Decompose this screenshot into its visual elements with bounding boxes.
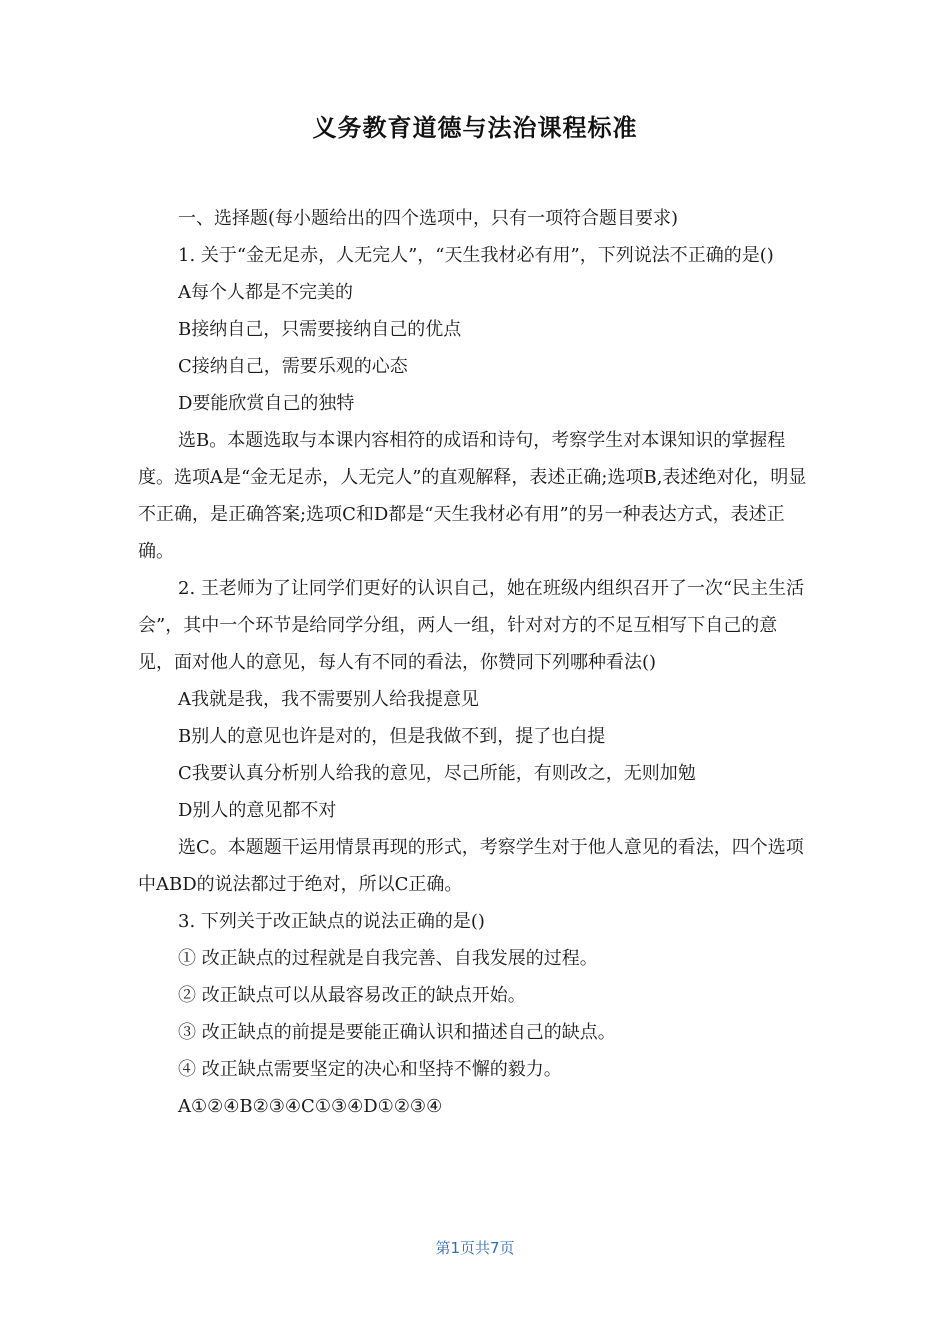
question-2-stem: 2. 王老师为了让同学们更好的认识自己，她在班级内组织召开了一次“民主生活会”，其中一个环节是给同学分组，两人一组，针对对方的不足互相写下自己的意见，面对他人的意见，每人有不同的看法，你赞同下列哪种看法(): [138, 578, 805, 673]
question-1-answer: 选B。本题选取与本课内容相符的成语和诗句，考察学生对本课知识的掌握程度。选项A是“金无足赤，人无完人”的直观解释，表述正确;选项B,表述绝对化，明显不正确，是正确答案;选项C和D都是“天生我材必有用”的另一种表达方式，表述正确。: [138, 430, 807, 562]
page-number-footer: 第1页共7页: [435, 1239, 515, 1257]
question-3-stem: 3. 下列关于改正缺点的说法正确的是(): [178, 911, 485, 932]
section-heading: 一、选择题(每小题给出的四个选项中，只有一项符合题目要求): [178, 208, 679, 229]
question-1-stem: 1. 关于“金无足赤，人无完人”，“天生我材必有用”，下列说法不正确的是(): [178, 245, 774, 266]
question-3-item-4: ④ 改正缺点需要坚定的决心和坚持不懈的毅力。: [178, 1059, 562, 1080]
question-2-option-c: C我要认真分析别人给我的意见，尽己所能，有则改之，无则加勉: [178, 763, 696, 784]
question-2-option-b: B别人的意见也许是对的，但是我做不到，提了也白提: [178, 726, 606, 747]
question-3-item-1: ① 改正缺点的过程就是自我完善、自我发展的过程。: [178, 948, 598, 969]
question-2-option-d: D别人的意见都不对: [178, 800, 337, 821]
question-2-option-a: A我就是我，我不需要别人给我提意见: [178, 689, 479, 710]
question-1-option-c: C接纳自己，需要乐观的心态: [178, 356, 408, 377]
question-3-item-2: ② 改正缺点可以从最容易改正的缺点开始。: [178, 985, 526, 1006]
question-3-item-3: ③ 改正缺点的前提是要能正确认识和描述自己的缺点。: [178, 1022, 616, 1043]
document-title: 义务教育道德与法治课程标准: [312, 114, 638, 142]
question-1-option-a: A每个人都是不完美的: [178, 282, 353, 303]
question-3-choices: A①②④B②③④C①③④D①②③④: [178, 1096, 443, 1117]
question-1-option-b: B接纳自己，只需要接纳自己的优点: [178, 319, 462, 340]
document-body: [138, 200, 810, 1125]
question-2-answer: 选C。本题题干运用情景再现的形式，考察学生对于他人意见的看法，四个选项中ABD的说法都过于绝对，所以C正确。: [138, 837, 804, 895]
question-1-option-d: D要能欣赏自己的独特: [178, 393, 355, 414]
